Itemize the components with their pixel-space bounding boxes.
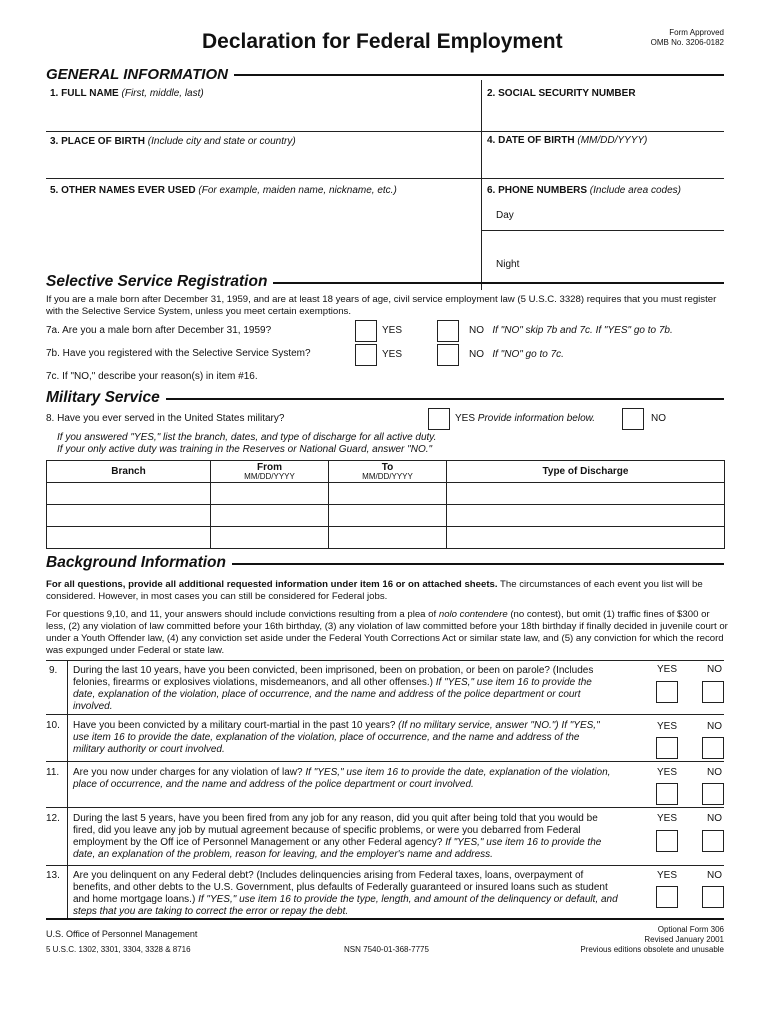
from-header bbox=[211, 461, 329, 483]
q10-text bbox=[73, 720, 613, 756]
from-date-format: MM/DD/YYYY bbox=[244, 471, 295, 481]
branch-cell[interactable] bbox=[47, 527, 211, 549]
q10-yes-label: YES bbox=[657, 721, 678, 732]
background-intro-bold: For all questions, provide all additional requested information under item 16 or on attached sheets. bbox=[46, 579, 498, 590]
approval-line-2: OMB No. 3206-0182 bbox=[650, 38, 724, 47]
q7b-yes-checkbox[interactable] bbox=[355, 344, 377, 366]
q13-text bbox=[73, 870, 618, 918]
table-header-row bbox=[47, 461, 725, 483]
q9-no-checkbox[interactable] bbox=[702, 681, 724, 703]
selective-service-heading: Selective Service Registration bbox=[46, 273, 273, 291]
footer-form-info bbox=[580, 925, 724, 955]
full-name-hint: (First, middle, last) bbox=[121, 88, 204, 99]
q10-no-checkbox[interactable] bbox=[702, 737, 724, 759]
footer-form: Optional Form 306 bbox=[657, 925, 724, 934]
instructions-italic: nolo contendere bbox=[438, 609, 508, 620]
to-label: To bbox=[381, 461, 394, 473]
q9-number: 9. bbox=[49, 665, 58, 676]
q12-yes-checkbox[interactable] bbox=[656, 830, 678, 852]
other-names-label: 5. OTHER NAMES EVER USED bbox=[50, 185, 196, 196]
footer-revised: Revised January 2001 bbox=[644, 935, 724, 944]
from-cell[interactable] bbox=[211, 527, 329, 549]
q12-yes-label: YES bbox=[657, 813, 678, 824]
instructions-part-a: For questions 9,10, and 11, your answers should include convictions resulting from a plea of bbox=[46, 609, 437, 620]
q8-text: 8. Have you ever served in the United States military? bbox=[46, 413, 285, 424]
discharge-cell[interactable] bbox=[447, 483, 725, 505]
footer-agency: U.S. Office of Personnel Management bbox=[46, 929, 198, 939]
table-row[interactable] bbox=[47, 505, 725, 527]
page-title: Declaration for Federal Employment bbox=[202, 30, 563, 53]
place-of-birth-label: 3. PLACE OF BIRTH bbox=[50, 136, 146, 147]
date-of-birth-field[interactable] bbox=[487, 135, 647, 147]
q10-number: 10. bbox=[46, 720, 60, 731]
q9-italic: If "YES," use item 16 to provide the date, explanation of the violation, place of occurrence, and the name and address of the police department or court involved. bbox=[73, 677, 592, 712]
q11-no-label: NO bbox=[707, 767, 722, 778]
q13-plain: Are you delinquent on any Federal debt? (Includes delinquencies arising from Federal taxes, loans, overpayment of benefits, and other debts to the U.S. Government, plus defaults of Federally guaranteed or insured loans such as student and home mortgage loans.) bbox=[73, 870, 608, 905]
q12-text bbox=[73, 813, 613, 861]
q10-no-label: NO bbox=[707, 721, 722, 732]
military-service-table bbox=[46, 460, 725, 549]
q8-yes-text: YES bbox=[455, 413, 476, 424]
table-row[interactable] bbox=[47, 483, 725, 505]
q10-yes-checkbox[interactable] bbox=[656, 737, 678, 759]
q7a-yes-checkbox[interactable] bbox=[355, 320, 377, 342]
q11-number: 11. bbox=[46, 767, 60, 778]
q10-plain: Have you been convicted by a military court-martial in the past 10 years? bbox=[73, 720, 396, 731]
general-info-heading: GENERAL INFORMATION bbox=[46, 66, 234, 83]
q9-yes-checkbox[interactable] bbox=[656, 681, 678, 703]
place-of-birth-hint: (Include city and state or country) bbox=[147, 136, 296, 147]
to-cell[interactable] bbox=[329, 483, 447, 505]
q9-plain: During the last 10 years, have you been convicted, been imprisoned, been on probation, or been on parole? (Includes felonies, firearms or explosives violations, misdemeanors, and all other offenses.) bbox=[73, 665, 594, 688]
q12-plain: During the last 5 years, have you been fired from any job for any reason, did you quit after being told that you would be fired, did you leave any job by mutual agreement because of specific problems, or were you debarred from Federal employment by the Off ice of Personnel Management or any other Federal agency? bbox=[73, 813, 598, 848]
q13-yes-label: YES bbox=[657, 870, 678, 881]
q11-text bbox=[73, 767, 628, 791]
background-intro-rest: The circumstances of each event you list will be considered. However, in most cases you can still be considered for Federal jobs. bbox=[46, 579, 703, 602]
q12-no-checkbox[interactable] bbox=[702, 830, 724, 852]
q7a-no-label bbox=[469, 325, 673, 337]
date-of-birth-label: 4. DATE OF BIRTH bbox=[487, 135, 575, 146]
background-info-heading: Background Information bbox=[46, 554, 232, 572]
q9-no-label: NO bbox=[707, 664, 722, 675]
phone-numbers-hint: (Include area codes) bbox=[589, 185, 681, 196]
q13-no-checkbox[interactable] bbox=[702, 886, 724, 908]
from-label: From bbox=[257, 461, 282, 473]
q8-yes-label bbox=[455, 413, 595, 425]
background-intro bbox=[46, 579, 728, 603]
q13-number: 13. bbox=[46, 870, 60, 881]
branch-cell[interactable] bbox=[47, 505, 211, 527]
to-date-format: MM/DD/YYYY bbox=[362, 471, 413, 481]
other-names-field[interactable] bbox=[50, 185, 397, 197]
phone-numbers-label: 6. PHONE NUMBERS bbox=[487, 185, 588, 196]
ssn-field[interactable]: 2. SOCIAL SECURITY NUMBER bbox=[487, 88, 636, 99]
full-name-label: 1. FULL NAME bbox=[50, 88, 119, 99]
q7c-text: 7c. If "NO," describe your reason(s) in item #16. bbox=[46, 371, 258, 382]
footer-statute: 5 U.S.C. 1302, 3301, 3304, 3328 & 8716 bbox=[46, 945, 191, 954]
approval-line-1: Form Approved bbox=[669, 28, 724, 37]
discharge-cell[interactable] bbox=[447, 527, 725, 549]
q7b-text: 7b. Have you registered with the Selective Service System? bbox=[46, 348, 311, 359]
q7a-no-checkbox[interactable] bbox=[437, 320, 459, 342]
date-of-birth-hint: (MM/DD/YYYY) bbox=[577, 135, 648, 146]
phone-night-field[interactable]: Night bbox=[496, 259, 520, 270]
q12-no-label: NO bbox=[707, 813, 722, 824]
phone-day-field[interactable]: Day bbox=[496, 210, 514, 221]
to-cell[interactable] bbox=[329, 505, 447, 527]
from-cell[interactable] bbox=[211, 505, 329, 527]
q9-text bbox=[73, 665, 613, 713]
q7b-no-label bbox=[469, 349, 564, 361]
q10-italic: (If no military service, answer "NO.") If "YES," use item 16 to provide the date, explanation of the violation, place of occurrence, and the name and address of the military authority or court involved. bbox=[73, 720, 600, 755]
q8-yes-note: Provide information below. bbox=[477, 413, 596, 424]
to-header bbox=[329, 461, 447, 483]
q7b-no-note: If "NO" go to 7c. bbox=[492, 349, 564, 360]
q7a-text: 7a. Are you a male born after December 31, 1959? bbox=[46, 325, 272, 336]
q11-plain: Are you now under charges for any violation of law? bbox=[73, 767, 303, 778]
q11-italic: If "YES," use item 16 to provide the date, explanation of the violation, place of occurrence, and the name and address of the police department or court involved. bbox=[73, 767, 611, 790]
q7a-no-text: NO bbox=[469, 325, 484, 336]
q7a-no-note: If "NO" skip 7b and 7c. If "YES" go to 7b. bbox=[492, 325, 673, 336]
q13-yes-checkbox[interactable] bbox=[656, 886, 678, 908]
military-note-2: If your only active duty was training in the Reserves or National Guard, answer "NO." bbox=[57, 444, 433, 455]
q11-yes-checkbox[interactable] bbox=[656, 783, 678, 805]
q12-number: 12. bbox=[46, 813, 60, 824]
q8-yes-checkbox[interactable] bbox=[428, 408, 450, 430]
q9-yes-label: YES bbox=[657, 664, 678, 675]
from-cell[interactable] bbox=[211, 483, 329, 505]
other-names-hint: (For example, maiden name, nickname, etc.) bbox=[198, 185, 397, 196]
q8-no-label: NO bbox=[651, 413, 666, 424]
q7a-yes-label: YES bbox=[382, 325, 403, 336]
branch-header: Branch bbox=[47, 461, 211, 483]
q12-italic: If "YES," use item 16 to provide the date, an explanation of the problem, reason for leaving, and the employer's name and address. bbox=[73, 837, 602, 860]
footer-nsn: NSN 7540-01-368-7775 bbox=[344, 945, 429, 954]
q7b-no-text: NO bbox=[469, 349, 484, 360]
omb-approval bbox=[651, 28, 724, 48]
selective-service-intro: If you are a male born after December 31, 1959, and are at least 18 years of age, civil service employment law (5 U.S.C. 3328) requires that you must register with the Selective Service System, unless you meet certain exemptions. bbox=[46, 294, 717, 317]
q13-no-label: NO bbox=[707, 870, 722, 881]
instructions-part-b: (no contest), but omit (1) traffic fines of $300 or less, (2) any violation of law committed before your 16th birthday, (3) any violation of law committed before your 18th birthday if finally decided in juvenile court or under a Youth Offender law, (4) any conviction set aside under the Federal Youth Corrections Act or similar state law, and (5) any conviction for which the record was expunged under Federal or state law. bbox=[46, 609, 728, 656]
to-cell[interactable] bbox=[329, 527, 447, 549]
table-row[interactable] bbox=[47, 527, 725, 549]
discharge-cell[interactable] bbox=[447, 505, 725, 527]
military-note-1: If you answered "YES," list the branch, dates, and type of discharge for all active duty. bbox=[57, 432, 437, 443]
discharge-header: Type of Discharge bbox=[447, 461, 725, 483]
phone-numbers-field bbox=[487, 185, 681, 197]
q7b-no-checkbox[interactable] bbox=[437, 344, 459, 366]
background-instructions bbox=[46, 609, 728, 657]
full-name-field[interactable] bbox=[50, 88, 204, 100]
branch-cell[interactable] bbox=[47, 483, 211, 505]
footer-obsolete: Previous editions obsolete and unusable bbox=[580, 945, 724, 954]
q11-yes-label: YES bbox=[657, 767, 678, 778]
q13-italic: If "YES," use item 16 to provide the type, length, and amount of the delinquency or default, and steps that you are taking to correct the error or repay the debt. bbox=[73, 894, 618, 917]
q7b-yes-label: YES bbox=[382, 349, 403, 360]
place-of-birth-field[interactable] bbox=[50, 136, 296, 148]
q11-no-checkbox[interactable] bbox=[702, 783, 724, 805]
q8-no-checkbox[interactable] bbox=[622, 408, 644, 430]
military-service-heading: Military Service bbox=[46, 389, 166, 407]
